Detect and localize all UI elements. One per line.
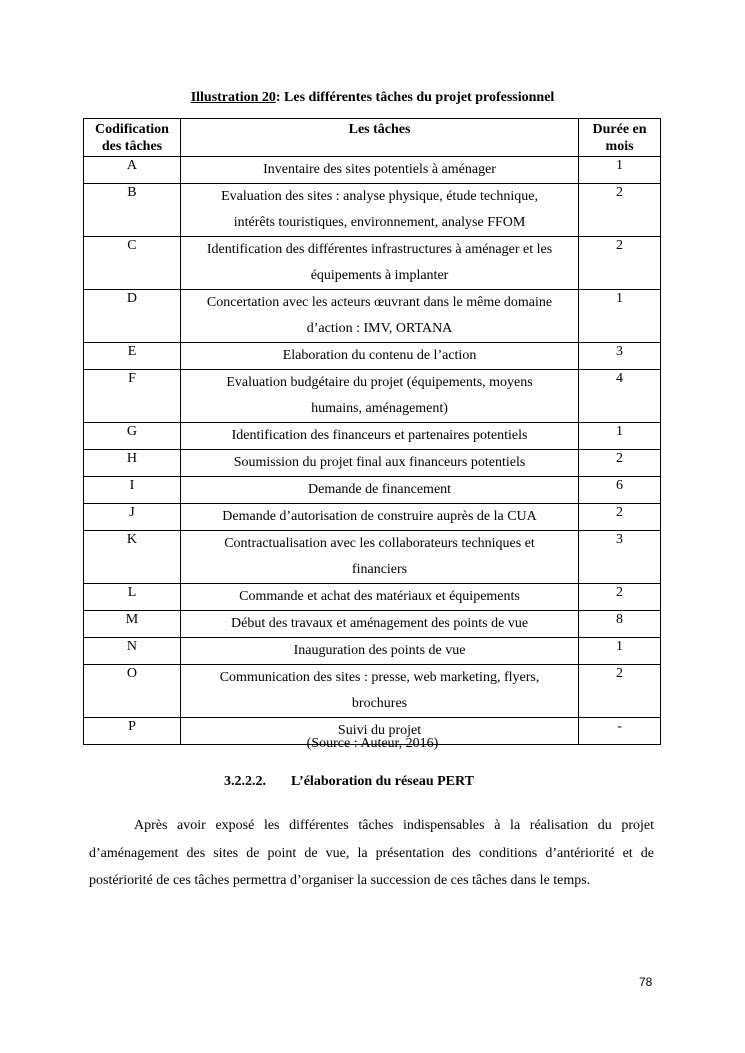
table-row (84, 584, 661, 611)
caption-text: : Les différentes tâches du projet professionnel (275, 90, 555, 105)
task-code: P (84, 718, 181, 745)
task-duration: 2 (579, 450, 661, 477)
task-duration: 2 (579, 184, 661, 237)
body-paragraph: Après avoir exposé les différentes tâches indispensables à la réalisation du projet d’aménagement des sites de point de vue, la présentation des conditions d’antériorité et de postériorité de ces tâches permettra d’organiser la succession de ces tâches dans le temps. (89, 818, 654, 888)
task-description (180, 477, 578, 504)
task-description (180, 638, 578, 665)
task-description-line: équipements à implanter (310, 268, 449, 283)
task-description-line: Soumission du projet final aux financeurs potentiels (233, 455, 526, 470)
header-task: Les tâches (180, 119, 578, 157)
task-code: C (84, 237, 181, 290)
task-description-line: d’action : IMV, ORTANA (306, 321, 453, 336)
caption-label: Illustration 20 (190, 90, 276, 105)
table-row (84, 611, 661, 638)
table-row (84, 450, 661, 477)
header-code (84, 119, 181, 157)
task-code: O (84, 665, 181, 718)
task-description-line: Inauguration des points de vue (293, 643, 466, 658)
section-heading (224, 773, 474, 791)
task-description-line: brochures (351, 696, 408, 711)
task-description-line: Suivi du projet (337, 723, 422, 738)
task-duration: 1 (579, 290, 661, 343)
task-description-line: intérêts touristiques, environnement, analyse FFOM (233, 215, 526, 230)
header-code-line2: des tâches (101, 139, 163, 154)
table-row (84, 477, 661, 504)
task-code: H (84, 450, 181, 477)
task-description-line: Identification des différentes infrastructures à aménager et les (206, 242, 553, 257)
task-description (180, 343, 578, 370)
task-description (180, 423, 578, 450)
section-number: 3.2.2.2. (224, 774, 266, 789)
header-duration (579, 119, 661, 157)
table-row (84, 504, 661, 531)
task-code: F (84, 370, 181, 423)
task-code: E (84, 343, 181, 370)
task-duration: 1 (579, 638, 661, 665)
task-code: J (84, 504, 181, 531)
task-duration: 6 (579, 477, 661, 504)
task-code: N (84, 638, 181, 665)
task-description (180, 184, 578, 237)
table-row (84, 237, 661, 290)
task-duration: 2 (579, 504, 661, 531)
task-duration: 3 (579, 531, 661, 584)
task-description (180, 504, 578, 531)
task-code: G (84, 423, 181, 450)
table-row (84, 531, 661, 584)
task-duration: 2 (579, 665, 661, 718)
task-description (180, 237, 578, 290)
task-duration: 2 (579, 584, 661, 611)
task-description-line: Evaluation des sites : analyse physique, étude technique, (221, 189, 538, 204)
task-duration: 8 (579, 611, 661, 638)
task-code: B (84, 184, 181, 237)
task-code: I (84, 477, 181, 504)
task-description-line: Identification des financeurs et partenaires potentiels (231, 428, 528, 443)
task-duration: - (579, 718, 661, 745)
table-row (84, 157, 661, 184)
task-description (180, 531, 578, 584)
task-description-line: Concertation avec les acteurs œuvrant dans le même domaine (206, 295, 553, 310)
tasks-table (83, 118, 661, 745)
table-row (84, 665, 661, 718)
task-description-line: Demande d’autorisation de construire auprès de la CUA (222, 509, 537, 524)
task-code: D (84, 290, 181, 343)
table-caption (0, 89, 745, 107)
task-duration: 1 (579, 157, 661, 184)
task-description-line: financiers (351, 562, 408, 577)
table-row (84, 423, 661, 450)
task-description-line: Contractualisation avec les collaborateurs techniques et (224, 536, 535, 551)
task-duration: 2 (579, 237, 661, 290)
task-description-line: Début des travaux et aménagement des points de vue (231, 616, 529, 631)
task-code: K (84, 531, 181, 584)
task-code: M (84, 611, 181, 638)
table-row (84, 343, 661, 370)
task-description (180, 290, 578, 343)
task-description (180, 157, 578, 184)
header-duration-line1: Durée en (592, 122, 647, 137)
table-body (84, 157, 661, 745)
task-description-line: Communication des sites : presse, web marketing, flyers, (219, 670, 540, 685)
section-title: L’élaboration du réseau PERT (291, 774, 474, 789)
header-duration-line2: mois (605, 139, 634, 154)
task-description (180, 370, 578, 423)
table-row (84, 290, 661, 343)
task-description-line: Inventaire des sites potentiels à aménager (263, 162, 496, 177)
task-code: L (84, 584, 181, 611)
task-description (180, 611, 578, 638)
task-description (180, 665, 578, 718)
table-header-row (84, 119, 661, 157)
task-description-line: Elaboration du contenu de l’action (282, 348, 477, 363)
task-duration: 4 (579, 370, 661, 423)
task-description (180, 584, 578, 611)
header-code-line1: Codification (95, 122, 169, 137)
task-description-line: Demande de financement (308, 482, 452, 497)
task-duration: 3 (579, 343, 661, 370)
table-row (84, 638, 661, 665)
task-description-line: Commande et achat des matériaux et équipements (239, 589, 520, 604)
task-code: A (84, 157, 181, 184)
page-number: 78 (639, 975, 653, 989)
task-description (180, 450, 578, 477)
task-description-line: Evaluation budgétaire du projet (équipements, moyens (226, 375, 533, 390)
table-source: (Source : Auteur, 2016) (306, 736, 439, 751)
table-row (84, 184, 661, 237)
table-row (84, 370, 661, 423)
task-description-line: humains, aménagement) (311, 401, 448, 416)
task-duration: 1 (579, 423, 661, 450)
